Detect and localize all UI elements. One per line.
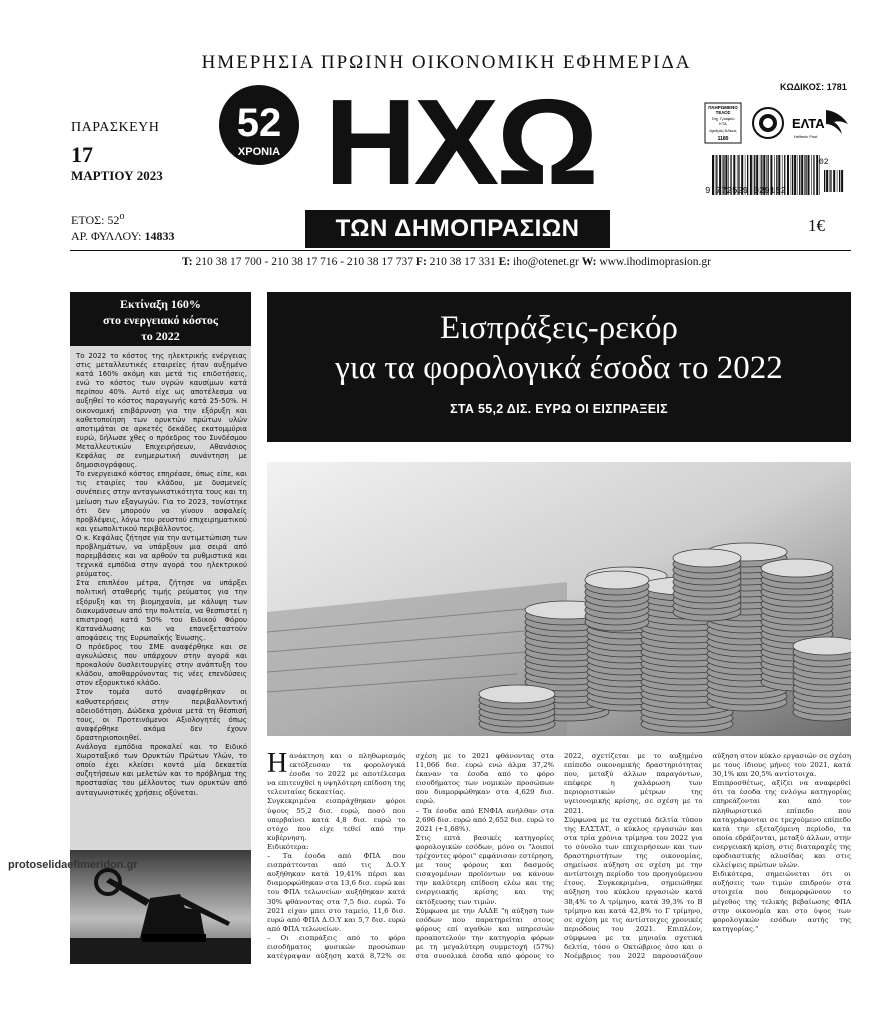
issue-label: ΑΡ. ΦΥΛΛΟΥ:	[71, 229, 142, 243]
article-paragraph: – Τα έσοδα από ΦΠΑ που εισπράττονται από τις Δ.Ο.Υ αυξήθηκαν κατά 19,41% πέρσι και διαμορφώθηκαν στα 13,6 δισ. ευρώ και του ΦΠΑ τελωνείων αυξήθηκαν κατά 30% φθάνοντας στα 7,5 δισ. ευρώ. Το 2021 είχαν μπει στο ταμείο, 11,6 δισ. ευρώ από ΦΠΑ Δ.Ο.Υ και 5,7 δισ. ευρώ από ΦΠΑ τελωνείων.	[267, 852, 406, 933]
sidebar-paragraph: Στον τομέα αυτό αναφέρθηκαν οι καθυστερήσεις στην περιβαλλοντική αδειοδότηση. Δώδεκα χρόνια μετά τη θέσπισή τους, οι Προτεινόμενοι Αξιολογητές όπως αναφέρθηκε ακόμα δεν έχουν δραστηριοποιηθεί.	[76, 688, 247, 742]
web-value: www.ihodimoprasion.gr	[599, 256, 712, 268]
stamp-line4: ΚΤΑ	[719, 121, 727, 126]
main-headline-line2: για τα φορολογικά έσοδα το 2022	[335, 350, 783, 386]
watermark: protoselidaefimeridon.gr	[8, 859, 138, 871]
main-headline	[267, 292, 851, 388]
issue-number: 14833	[144, 229, 175, 243]
badge-label: ΧΡΟΝΙΑ	[237, 146, 281, 158]
elta-logo: ΕΛΤΑ	[792, 116, 825, 131]
stamp-line3: Ταχ. Γραφείο	[711, 116, 735, 121]
sidebar-paragraph: Το ενεργειακό κόστος επηρέασε, όπως είπε, και τις εταιρίες του κλάδου, με δυσμενείς συνέπειες στην ανταγωνιστικότητα τους και τη μείωση των εξαγωγών. Για το 2023, τονίστηκε ότι δεν μπορούν να γίνουν ασφαλείς προβλέψεις, λόγω του ρευστού επιχειρηματικού και γεωπολιτικού περιβάλλοντος.	[76, 470, 247, 533]
article-paragraph: Επιπροσθέτως, αξίζει να αναφερθεί ότι τα έσοδα της ενλόγω κατηγορίας επηρεάζονται και από τον πληθωριστικό επίπεδο που καταγράφονται σε τρεχούμενο επίπεδο κατά την εξεταζόμενη περίοδο, τα οποία εδράζονται, μεταξύ άλλων, στην ενεργειακή κρίση, στις διαταραχές της εφοδιαστικής αλυσίδας και στις ελλείψεις πρώτων υλών.	[712, 779, 851, 870]
article-paragraph: Συγκεκριμένα εισπράχθηκαν φόροι ύψους 55,2 δισ. ευρώ, ποσό που υπερβαίνει κατά 4,8 δισ. ευρώ το στόχο που είχε τεθεί από την κυβέρνηση.	[267, 797, 406, 842]
sidebar-headline-line1: Εκτίναξη 160%	[120, 297, 201, 311]
article-lead: ανάκτηση και ο πληθωρισμός εκτόξευσαν τα φορολογικά έσοδα το 2022 με αποτέλεσμα να επιτευχθεί η υψηλότερη επίδοση της τελευταίας δεκαετίας.	[267, 752, 406, 797]
stamp-line2: ΤΕΛΟΣ	[715, 110, 731, 115]
contact-line	[0, 256, 893, 268]
article-paragraph: Ειδικότερα, σημειώνεται ότι οι αυξήσεις των τιμών επιδρούν στα στοιχεία που διαμορφώνουν το μέγεθος της τελικής βεβαίωσης ΦΠΑ στην οικονομία και στο ύψος των φορολογικών εσόδων αυτής της κατηγορίας."	[712, 870, 851, 933]
price: 1€	[808, 216, 825, 235]
fax-label: F:	[415, 256, 427, 268]
phone-label: T:	[181, 256, 193, 268]
main-headline-box	[267, 292, 851, 442]
elta-sub: Hellenic Post	[794, 134, 818, 139]
product-code	[780, 82, 847, 92]
masthead-title: ΗΧΩ	[324, 74, 596, 210]
code-label: ΚΩΔΙΚΟΣ:	[780, 82, 825, 92]
sidebar-paragraph: Το 2022 το κόστος της ηλεκτρικής ενέργειας στις μεταλλευτικές εταιρείες ήταν αυξημένο κατά 160% ακόμη και μετά τις επιδοτήσεις, ενώ το κόστος των υγρών καυσίμων κατά περίπου 40%. Αυτό είχε ως αποτέλεσμα να αυξηθεί το κόστος παραγωγής κατά 25-50%. Η οικονομική επιβάρυνση για την εξόρυξη και καθετοποίηση των ορυκτών πρώτων υλών αποτιμάται σε αρκετές δεκάδες εκατομμύρια ευρώ, δήλωσε χθες ο πρόεδρος του Συνδέσμου Μεταλλευτικών Επιχειρήσεων, Αθανάσιος Κεφάλας σε ενημερωτική συνάντηση με δημοσιογράφους.	[76, 352, 247, 470]
article-paragraph	[267, 748, 406, 797]
barcode-digits: 9 772529 029152	[705, 186, 787, 196]
email-value: iho@otenet.gr	[513, 256, 579, 268]
day-number: 17	[71, 142, 93, 167]
drop-cap: Η	[267, 748, 288, 779]
barcode-supplement: 02	[819, 158, 829, 167]
stamp-line1: ΠΛΗΡΩΜΕΝΟ	[708, 105, 738, 110]
fax-value: 210 38 17 331	[429, 256, 496, 268]
badge-number: 52	[236, 101, 282, 145]
sidebar-paragraph: Στα επιπλέον μέτρα, ζήτησε να υπάρξει πολιτική σταθερής τιμής ρεύματος για την εξόρυξη και τη βιομηχανία, με κάλυψη των διακυμάνσεων από την πολιτεία, να θεσπιστεί η επιστροφή κατά 50% του Ειδικού Φόρου Κατανάλωσης και να επανεξεταστούν αποφάσεις της Ευρωπαϊκής Ένωσης.	[76, 579, 247, 642]
bird-icon	[826, 110, 848, 134]
issue-line	[71, 228, 174, 244]
article-paragraph: Σύμφωνα με την ΑΑΔΕ "η αύξηση των εσόδων που παρατηρείται στους φόρους επί αγαθών και υπηρεσιών προαποτελούν την κατηγορία φόρων με τη μεγαλύτερη συμμετοχή (57%) στα συνολικά έσοδα από φόρους το 2022, σχετίζεται με το αυξημένο επίπεδο οικονομικής δραστηριότητας που, μεταξύ άλλων παραγόντων, επέφερε η χαλάρωση των περιοριστικών μέτρων της υγειονομικής κρίσης, σε σχέση με το 2021.	[415, 752, 703, 961]
sidebar-text	[76, 352, 247, 798]
main-article	[267, 748, 851, 964]
sidebar-headline	[70, 292, 251, 346]
web-label: W:	[581, 256, 597, 268]
issue-meta	[71, 209, 174, 244]
coins-photo	[267, 462, 851, 736]
stamp-line5: Αριθμός Άδειας	[709, 128, 737, 133]
barcode-supplement-bars	[823, 170, 845, 192]
article-paragraph: Σύμφωνα με τα σχετικά δελτία τύπου της ΕΛΣΤΑΤ, ο κύκλος εργασιών και στα τρία χρόνια τρίμηνα του 2022 για το σύνολο των επιχειρήσεων και των δραστηριοτήτων της οικονομίας, σημείωσε αύξηση σε σχέση με την αντίστοιχη περίοδο του προηγούμενου έτους. Συγκεκριμένα, σημειώθηκε αύξηση του κύκλου εργασιών κατά 38,4% το Α τρίμηνο, κατά 39,3% το Β τρίμηνο και κατά 42,8% το Γ τρίμηνο, σε σχέση με τις αντίστοιχες χρονικές περιόδους του 2021. Επιπλέον, σύμφωνα με τα μηνιαία σχετικά δελτία, τόσο ο Οκτώβριος όσο και ο Νοέμβριος του 2022 παρουσιάζουν αύξηση στον κύκλο εργασιών σε σχέση με τους ίδιους μήνες του 2021, κατά 30,1% και 20,5% αντίστοιχα.	[564, 752, 851, 961]
header-rule	[70, 250, 851, 251]
sidebar-headline-line3: το 2022	[141, 329, 180, 343]
date-block	[71, 120, 163, 184]
article-paragraph: Ειδικότερα:	[267, 842, 309, 851]
main-subheadline: ΣΤΑ 55,2 ΔΙΣ. ΕΥΡΩ ΟΙ ΕΙΣΠΡΑΞΕΙΣ	[450, 402, 668, 416]
stamp-line6: 1180	[717, 136, 729, 142]
article-paragraph: – Τα έσοδα από ΕΝΦΙΑ ανήλθαν στα 2,696 δισ. ευρώ από 2,652 δισ. ευρώ το 2021 (+1,68%).	[415, 806, 554, 833]
email-label: E:	[498, 256, 511, 268]
year-label: ΕΤΟΣ: 52	[71, 213, 120, 227]
article-paragraph: Στις επτά βασικές κατηγορίες φορολογικών εσόδων, μόνο οι "λοιποί τρέχοντες φόροι" εμφάνισαν εστέρηση, με τους φόρους και δασμούς εισαγομένων προϊόντων να κάνουν την καλύτερη επίδοση ελέω και της ενεργειακής κρίσης και της εκτόξευσης των τιμών.	[415, 833, 554, 906]
masthead-subtitle: ΤΩΝ ΔΗΜΟΠΡΑΣΙΩΝ	[305, 210, 610, 248]
phone-value: 210 38 17 700 - 210 38 17 716 - 210 38 17 737	[195, 256, 414, 268]
month-year: ΜΑΡΤΙΟΥ 2023	[71, 168, 163, 183]
year-sup: ο	[119, 211, 125, 222]
sidebar-paragraph: Ο πρόεδρος του ΣΜΕ αναφέρθηκε και σε αγκυλώσεις που υπάρχουν στην αγορά και προκαλούν δυσλειτουργίες στην ανάπτυξη του κλάδου, αποθαρρύνοντας τις νέες επενδύσεις στον εξορυκτικό κλάδο.	[76, 643, 247, 688]
sidebar-headline-line2: στο ενεργειακό κόστος	[102, 313, 218, 327]
postage-logos	[704, 102, 854, 144]
weekday: ΠΑΡΑΣΚΕΥΗ	[71, 120, 160, 135]
article-paragraph: – Οι εισπράξεις από το φόρο εισοδήματος φυσικών προσώπων κατέγραψαν αύξηση κατά 8,72% σε σχέση με το 2021 φθάνοντας στα 11,066 δισ. ευρώ ενώ άλμα 37,2% έκαναν τα έσοδα από το φόρο εισοδήματος των νομικών προσώπων που διαμορφώθηκαν στα 4,629 δισ. ευρώ.	[267, 752, 554, 961]
anniversary-badge	[218, 84, 300, 166]
tagline: ΗΜΕΡΗΣΙΑ ΠΡΩΙΝΗ ΟΙΚΟΝΟΜΙΚΗ ΕΦΗΜΕΡΙΔΑ	[201, 52, 692, 73]
code-value: 1781	[826, 82, 847, 92]
sidebar-paragraph: Ο κ. Κεφάλας ζήτησε για την αντιμετώπιση των προβλημάτων, να υπάρξουν μια σειρά από παρεμβάσεις και να αρθούν τα ρυθμιστικά και τεχνικά εμπόδια στην αγορά του ηλεκτρικού ρεύματος.	[76, 533, 247, 579]
year-line	[71, 209, 174, 228]
main-headline-line1: Εισπράξεις-ρεκόρ	[440, 310, 678, 346]
sidebar-paragraph: Ανάλογα εμπόδια προκαλεί και το Ειδικό Χωροταξικό των Ορυκτών Πρώτων Υλών, το οποίο έχει κλείσει κοντά μία δεκαετία συζητήσεων και μελετών και το πρόβλημα της προστασίας του μέλλοντος των ορυκτών από ανταγωνιστικές χρήσεις οξύνεται.	[76, 743, 247, 797]
